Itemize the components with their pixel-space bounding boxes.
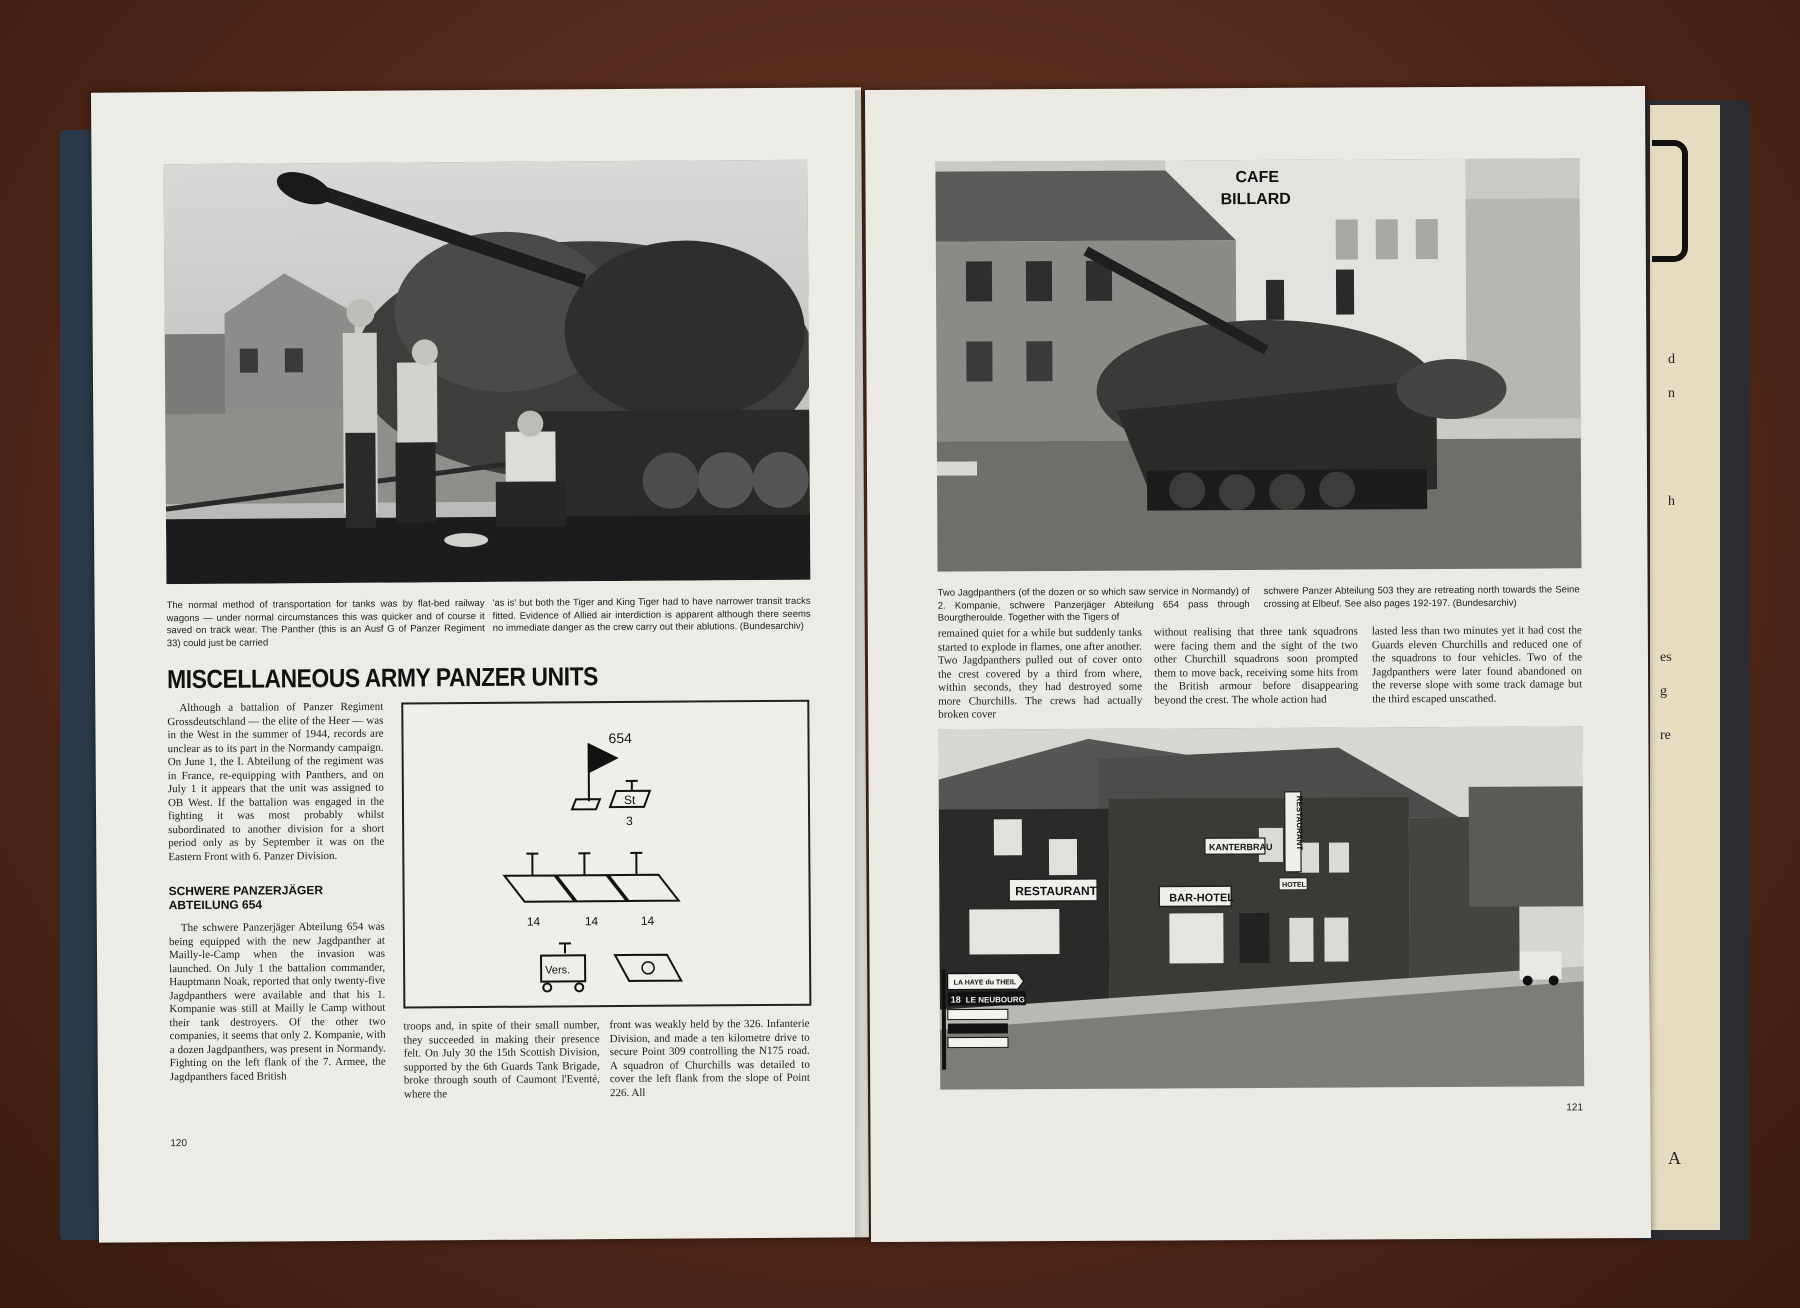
company-count-1: 14 — [526, 914, 541, 929]
next-page-edge — [1650, 105, 1720, 1230]
sub-paragraph — [169, 921, 386, 1085]
photo-caption-col1: The normal method of transportation for tanks was by flat-bed railway wagons — under normal circumstances this was quicker and of course it saved on track wear. The Panther (this is an Ausf G of Panzer Regiment 33) could just be carried — [166, 597, 485, 649]
panther-railway-photo — [163, 160, 810, 584]
cover-letter: A — [1668, 1148, 1681, 1168]
subheading-line1: SCHWERE PANZERJÄGER — [168, 883, 324, 899]
vertical-restaurant-sign: RESTAURANT — [1294, 795, 1304, 851]
subheading-line2: ABTEILUNG 654 — [168, 897, 263, 913]
right-column-2 — [1154, 625, 1358, 707]
hotel-sign: HOTEL — [1282, 881, 1306, 889]
bottom-column-2 — [403, 1019, 600, 1101]
right-column-1-text: remained quiet for a while but suddenly tanks started to explode in flames, one after another. Two Jagdpanthers pulled out of cover onto the crest covered by a third from where, within seconds, they had destroyed some more Churchills. The crews had actually broken cover — [937, 626, 1143, 721]
billard-sign: BILLARD — [1220, 190, 1291, 209]
bottom-column-3-text: front was weakly held by the 326. Infanterie Division, and made a ten kilometre drive to secure Point 309 controlling the N175 road. A squadron of Churchills was detailed to cover the left flank from the slope of Point 226. All — [609, 1017, 810, 1099]
supply-label: Vers. — [545, 964, 571, 977]
company-symbols — [504, 853, 678, 902]
bottom-column-3 — [609, 1018, 810, 1100]
section-heading: MISCELLANEOUS ARMY PANZER UNITS — [166, 661, 599, 695]
jagdpanther-town-photo — [935, 158, 1581, 571]
cover-fragment: d — [1668, 352, 1675, 367]
unit-number-label: 654 — [608, 729, 632, 747]
intro-paragraph — [167, 701, 384, 865]
cover-frame-mark — [1652, 140, 1688, 262]
modern-street-photo — [938, 726, 1584, 1089]
intro-text: Although a battalion of Panzer Regiment Grossdeutschland — the elite of the Heer — was in the West in the summer of 1944, records are unclear as to its part in the Normandy campaign. On June 1, the I. Abteilung of the regiment was in France, re-equipping with Panthers, and on July 1 it appears that the unit was assigned to OB West. If the battalion was engaged in the fighting it was most probably whilst subordinated to another division for a short period only as by September it was on the Eastern Front with 6. Panzer Division. — [167, 700, 385, 863]
cover-fragment: es — [1660, 650, 1672, 665]
top-photo-caption-col2: schwere Panzer Abteilung 503 they are retreating north towards the Seine crossing at Elbeuf. See also pages 192-197. (Bundesarchiv) — [1263, 584, 1580, 610]
restaurant-sign: RESTAURANT — [1015, 883, 1098, 899]
cover-fragment: g — [1660, 684, 1667, 699]
right-column-2-text: without realising that three tank squadrons were facing them and the sight of the two other Churchill squadrons soon prompted them to move back, receiving some hits from the British armour before disappearing beyond the crest. The whole action had — [1153, 625, 1359, 707]
right-column-1 — [938, 627, 1142, 723]
road-sign-le-neubourg: LE NEUBOURG — [965, 995, 1025, 1005]
right-page — [865, 86, 1651, 1242]
right-column-3 — [1372, 624, 1582, 706]
road-sign-la-haye: LA HAYE du THEIL — [953, 979, 1017, 987]
road-sign-number: 18 — [950, 994, 961, 1005]
sun-icon — [642, 962, 654, 974]
company-count-3: 14 — [640, 913, 655, 928]
cover-fragment: n — [1668, 386, 1675, 401]
page-number-right: 121 — [1566, 1102, 1584, 1114]
cover-fragment: h — [1668, 494, 1675, 509]
left-page — [91, 87, 869, 1242]
photo-caption-col2: 'as is' but both the Tiger and King Tiger had to have narrower transit tracks fitted. Evidence of Allied air interdiction is apparent although there seems no immediate danger as the crew carry out their ablutions. (Bundesarchiv) — [492, 595, 811, 634]
cover-fragment: re — [1660, 728, 1671, 743]
sub-paragraph-text: The schwere Panzerjäger Abteilung 654 was being equipped with the new Jagdpanther at Mailly-le-Camp when the invasion was launched. On July 1 the battalion commander, Hauptmann Noak, reported that only twenty-five Jagdpanthers were available and that his 1. Kompanie was still at Mailly le Camp without their tank destroyers. Of the other two companies, it seems that only 2. Kompanie, with a dozen Jagdpanthers, was present in Normandy. Fighting on the left flank of the 7. Armee, the Jagdpanthers faced British — [168, 920, 386, 1083]
page-number-left: 120 — [170, 1138, 188, 1150]
bottom-column-2-text: troops and, in spite of their small number, they succeeded in making their presence felt. On July 30 the 15th Scottish Division, supported by the 6th Guards Tank Brigade, broke through south of Caumont l'Eventé, where the — [403, 1019, 600, 1101]
cafe-sign: CAFE — [1235, 168, 1280, 187]
company-count-2: 14 — [584, 914, 599, 929]
staff-label: St — [623, 792, 636, 807]
unit-organisation-diagram — [401, 700, 811, 1009]
kanterbrau-sign: KANTERBRAU — [1208, 841, 1273, 853]
right-column-3-text: lasted less than two minutes yet it had cost the Guards eleven Churchills and reduced one of the squadrons to four vehicles. Two of the Jagdpanthers were later found abandoned on the reverse slope with some track damage but the third escaped unscathed. — [1371, 624, 1583, 705]
top-photo-caption-col1: Two Jagdpanthers (of the dozen or so which saw service in Normandy) of 2. Kompanie, schwere Panzerjäger Abteilung 654 pass through Bourgtheroulde. Together with the Tigers of — [937, 586, 1250, 624]
staff-count: 3 — [626, 813, 633, 828]
bar-hotel-sign: BAR-HOTEL — [1169, 892, 1235, 905]
subheading — [169, 883, 385, 913]
